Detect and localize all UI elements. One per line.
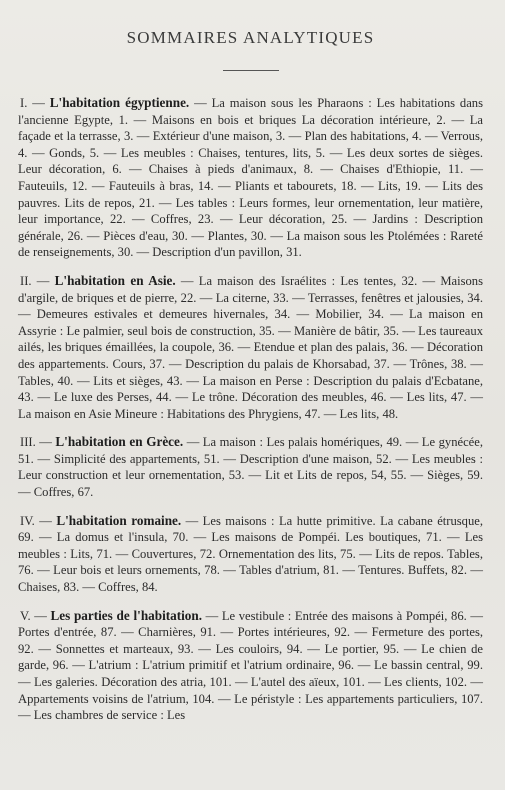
- section-heading: L'habitation romaine.: [56, 512, 182, 528]
- summary-sections: [18, 95, 483, 724]
- section-number: III. —: [20, 435, 52, 450]
- section-body: — La maison : Les palais homériques, 49. — Le gynécée, 51. — Simplicité des appartements, 51. — Description d'une maison, 52. — Les meubles : Leur construction et leur ornementation, 53. — Lit et Lits de repos, 54, 55. — Sièges, 59. — Coffres, 67.: [18, 435, 483, 500]
- section-number: V. —: [20, 608, 47, 623]
- title-rule: [223, 70, 279, 71]
- section-body: — Le vestibule : Entrée des maisons à Pompéi, 86. — Portes d'entrée, 87. — Charnières, 91. — Portes intérieures, 92. — Fermeture des portes, 92. — Sonnettes et marteaux, 93. — Les couloirs, 94. — Le portier, 95. — Le chien de garde, 96. — L'atrium : L'atrium primitif et l'atrium ordinaire, 96. — Le bassin central, 99. — Les galeries. Décoration des atria, 101. — L'autel des aïeux, 101. — Les clients, 102. — Appartements voisins de l'atrium, 104. — Le péristyle : Les appartements particuliers, 107. — Les chambres de service : Les: [18, 608, 483, 723]
- section-heading: Les parties de l'habitation.: [50, 607, 203, 623]
- section-heading: L'habitation en Grèce.: [55, 434, 184, 450]
- section-number: I. —: [20, 96, 45, 110]
- section-1: [18, 95, 483, 261]
- section-body: — La maison des Israélites : Les tentes, 32. — Maisons d'argile, de briques et de pierre, 22. — La citerne, 33. — Terrasses, fenêtres et jalousies, 34. — Demeures estivales et demeures hivernales, 34. — Mobilier, 34. — La maison en Assyrie : Le palmier, seul bois de construction, 35. — Manière de bâtir, 35. — Les taureaux ailés, les briques émaillées, la coupole, 36. — Etendue et plan des palais, 36. — Décoration des appartements. Cours, 37. — Description du palais de Khorsabad, 37. — Trônes, 38. — Tables, 40. — Lits et sièges, 43. — La maison en Perse : Description du palais d'Ecbatane, 43. — Le luxe des Perses, 44. — Le trône. Décoration des meubles, 46. — Les lits, 47. — La maison en Asie Mineure : Habitations des Phrygiens, 47. — Les lits, 48.: [18, 273, 484, 421]
- section-number: II. —: [20, 273, 50, 288]
- section-5: [18, 608, 483, 724]
- section-4: [18, 513, 483, 596]
- page-title: SOMMAIRES ANALYTIQUES: [126, 28, 375, 47]
- section-3: [18, 434, 483, 500]
- section-body: — Les maisons : La hutte primitive. La cabane étrusque, 69. — La domus et l'insula, 70. — Les maisons de Pompéi. Les boutiques, 71. — Les meubles : Lits, 71. — Couvertures, 72. Ornementation des lits, 75. — Lits de repos. Tables, 76. — Leur bois et leurs ornements, 78. — Tables d'atrium, 81. — Tentures. Buffets, 82. — Chaises, 83. — Coffres, 84.: [18, 513, 484, 595]
- section-heading: L'habitation égyptienne.: [49, 95, 190, 110]
- section-2: [18, 273, 483, 422]
- section-body: — La maison sous les Pharaons : Les habitations dans l'ancienne Egypte, 1. — Maisons en bois et briques La décoration intérieure, 2. — La façade et la terrasse, 3. — Extérieur d'une maison, 3. — Plan des habitations, 4. — Verrous, 4. — Gonds, 5. — Les meubles : Chaises, tentures, lits, 5. — Les deux sortes de sièges. Leur décoration, 6. — Chaises à pieds d'animaux, 8. — Chaises d'Ethiopie, 11. — Fauteuils, 12. — Fauteuils à bras, 14. — Pliants et tabourets, 18. — Lits, 19. — Lits des pauvres. Lits de repos, 21. — Les tables : Leurs formes, leur ornementation, leur matière, leur importance, 22. — Coffres, 23. — Leur décoration, 25. — Jardins : Description générale, 26. — Pièces d'eau, 30. — Plantes, 30. — La maison sous les Ptolémées : Rareté de renseignements, 30. — Description d'un pavillon, 31.: [18, 96, 483, 260]
- section-heading: L'habitation en Asie.: [54, 272, 176, 288]
- section-number: IV. —: [20, 513, 52, 528]
